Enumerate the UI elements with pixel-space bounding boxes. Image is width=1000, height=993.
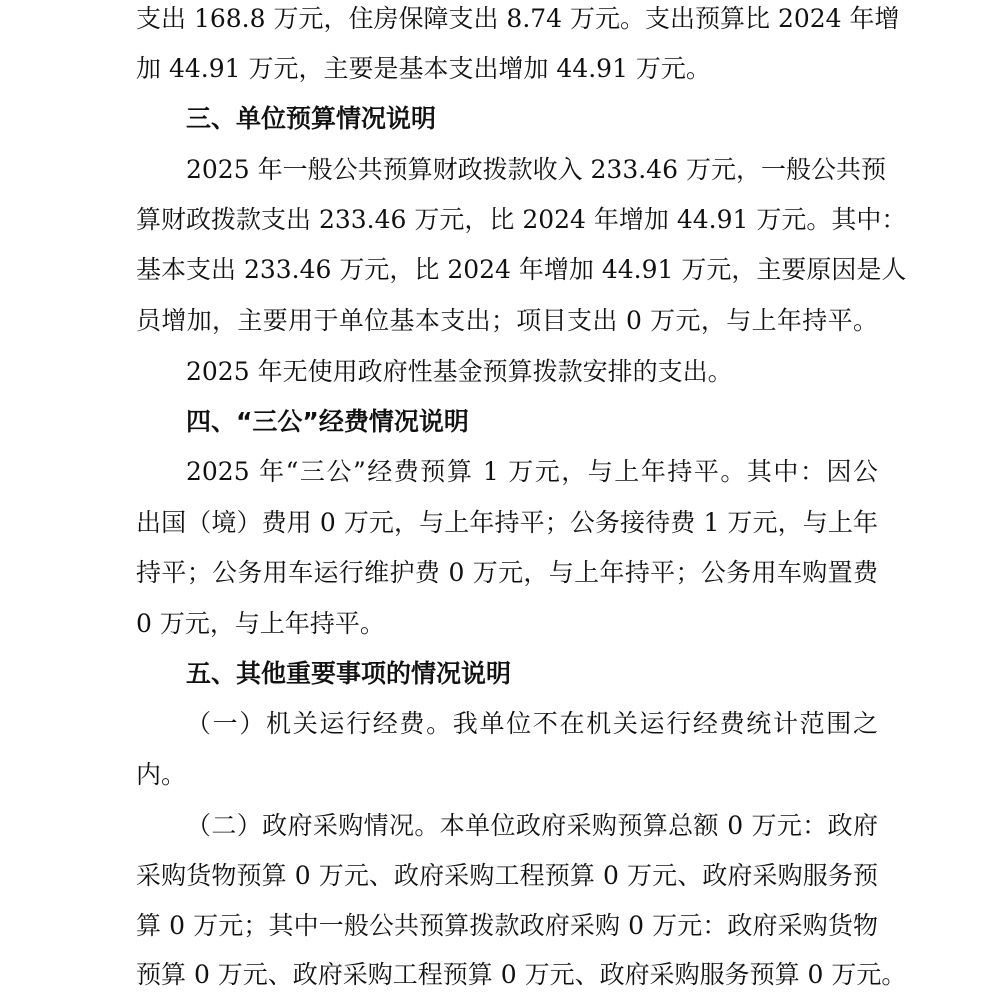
body-text-line: 2025 年“三公”经费预算 1 万元，与上年持平。其中：因公 (186, 457, 878, 486)
body-text-line: 2025 年无使用政府性基金预算拨款安排的支出。 (186, 357, 733, 386)
body-text-line: （一）机关运行经费。我单位不在机关运行经费统计范围之 (186, 709, 878, 738)
body-text-line: 算 0 万元；其中一般公共预算拨款政府采购 0 万元：政府采购货物 (136, 911, 878, 940)
body-text-line: 支出 168.8 万元，住房保障支出 8.74 万元。支出预算比 2024 年增 (136, 4, 900, 33)
body-text-line: 加 44.91 万元，主要是基本支出增加 44.91 万元。 (136, 54, 711, 83)
body-text-line: 算财政拨款支出 233.46 万元，比 2024 年增加 44.91 万元。其中： (136, 205, 907, 234)
body-text-line: 预算 0 万元、政府采购工程预算 0 万元、政府采购服务预算 0 万元。 (136, 960, 907, 989)
section-heading: 四、“三公”经费情况说明 (186, 407, 469, 436)
body-text-line: （二）政府采购情况。本单位政府采购预算总额 0 万元：政府 (186, 811, 878, 840)
body-text-line: 出国（境）费用 0 万元，与上年持平；公务接待费 1 万元，与上年 (136, 508, 878, 537)
body-text-line: 0 万元，与上年持平。 (136, 609, 385, 638)
section-heading: 三、单位预算情况说明 (186, 104, 437, 133)
body-text-line: 员增加，主要用于单位基本支出；项目支出 0 万元，与上年持平。 (136, 306, 878, 335)
body-text-line: 2025 年一般公共预算财政拨款收入 233.46 万元，一般公共预 (186, 155, 886, 184)
section-heading: 五、其他重要事项的情况说明 (186, 659, 512, 688)
body-text-line: 内。 (136, 760, 187, 789)
body-text-line: 持平；公务用车运行维护费 0 万元，与上年持平；公务用车购置费 (136, 558, 878, 587)
body-text-line: 采购货物预算 0 万元、政府采购工程预算 0 万元、政府采购服务预 (136, 861, 878, 890)
body-text-line: 基本支出 233.46 万元，比 2024 年增加 44.91 万元，主要原因是人 (136, 255, 907, 284)
